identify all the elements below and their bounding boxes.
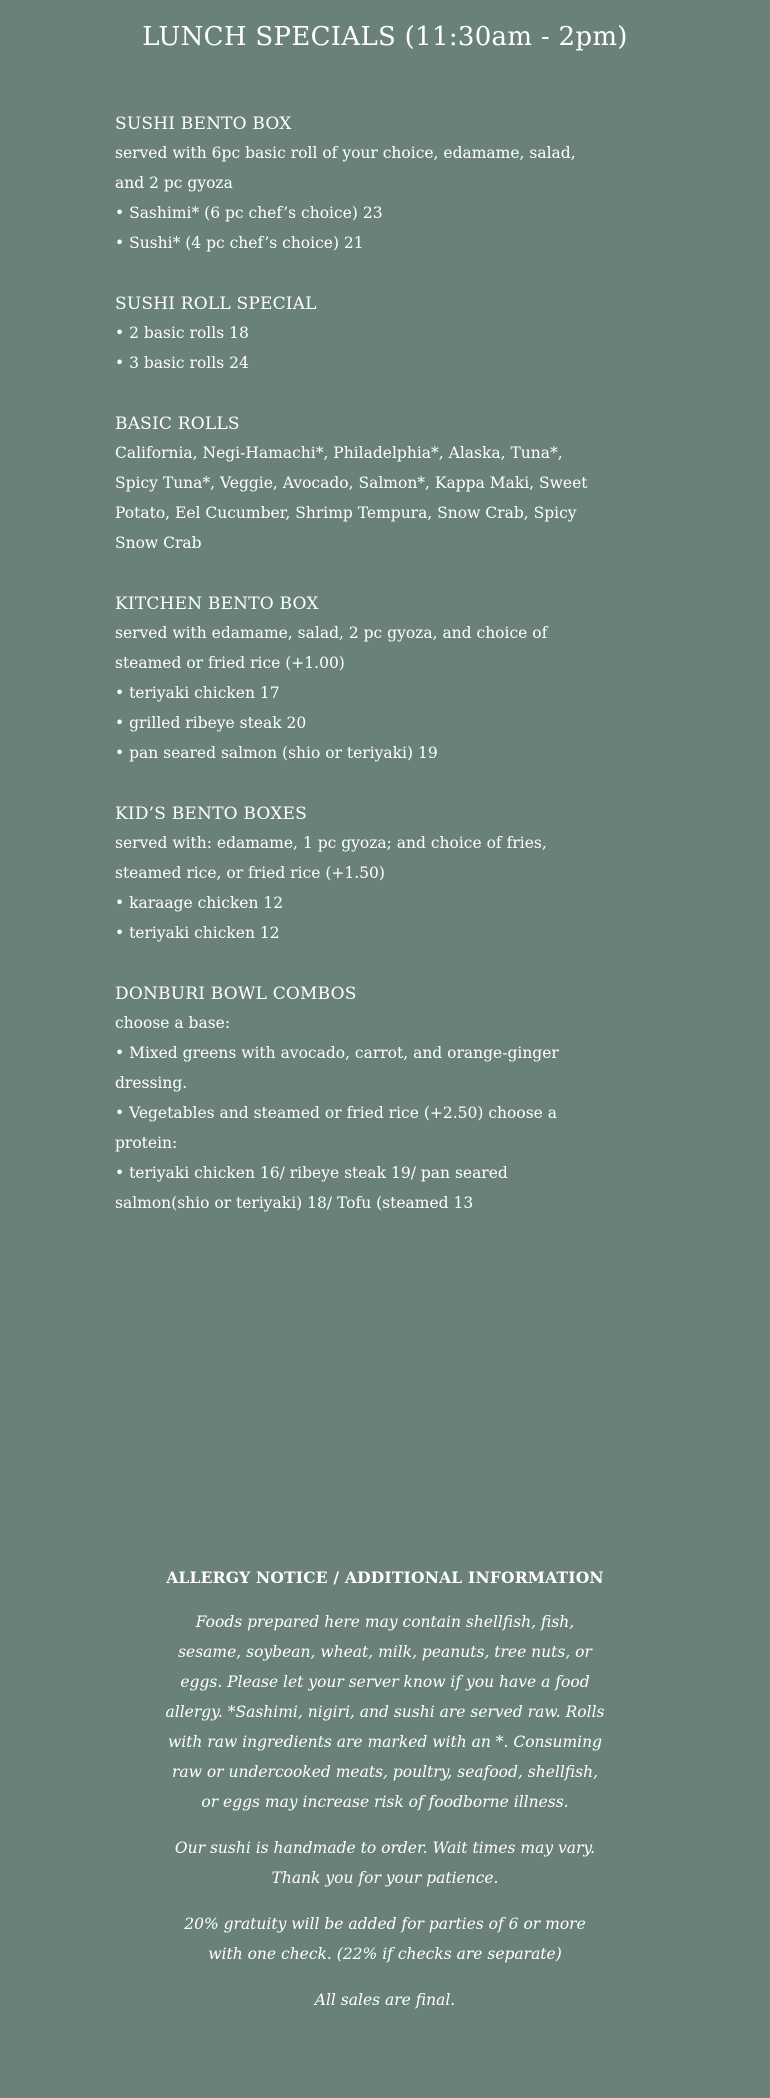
menu-item: • 2 basic rolls 18	[115, 324, 249, 342]
section-description: choose a base:	[115, 1014, 231, 1032]
gratuity-paragraph: 20% gratuity will be added for parties of 6 or more with one check. (22% if checks are separate)	[184, 1915, 586, 1963]
section-title: KITCHEN BENTO BOX	[115, 594, 319, 614]
section-title: BASIC ROLLS	[115, 414, 240, 434]
menu-section-sushi-roll-special	[115, 290, 605, 378]
menu-section-basic-rolls	[115, 410, 605, 558]
menu-item: • teriyaki chicken 16/ ribeye steak 19/ pan seared salmon(shio or teriyaki) 18/ Tofu (steamed 13	[115, 1164, 508, 1212]
section-title: SUSHI BENTO BOX	[115, 114, 292, 134]
menu-item: • Sashimi* (6 pc chef’s choice) 23	[115, 204, 383, 222]
menu-item: • Mixed greens with avocado, carrot, and orange-ginger dressing.	[115, 1044, 559, 1092]
section-description: served with edamame, salad, 2 pc gyoza, and choice of steamed or fried rice (+1.00)	[115, 624, 548, 672]
section-title: SUSHI ROLL SPECIAL	[115, 294, 317, 314]
menu-item: • Vegetables and steamed or fried rice (+2.50) choose a protein:	[115, 1104, 557, 1152]
menu-section-sushi-bento-box	[115, 110, 605, 258]
menu-item: • Sushi* (4 pc chef’s choice) 21	[115, 234, 364, 252]
section-title: KID’S BENTO BOXES	[115, 804, 307, 824]
menu-item: • pan seared salmon (shio or teriyaki) 19	[115, 744, 438, 762]
sales-final-paragraph: All sales are final.	[314, 1991, 456, 2009]
section-description: served with: edamame, 1 pc gyoza; and choice of fries, steamed rice, or fried rice (+1.50)	[115, 834, 547, 882]
menu-section-kids-bento-boxes	[115, 800, 605, 948]
wait-time-paragraph: Our sushi is handmade to order. Wait times may vary. Thank you for your patience.	[174, 1839, 596, 1887]
menu-section-donburi-bowl-combos	[115, 980, 605, 1218]
allergy-notice-title: ALLERGY NOTICE / ADDITIONAL INFORMATION	[166, 1568, 604, 1587]
allergy-notice	[165, 1568, 605, 2031]
page-title: LUNCH SPECIALS (11:30am - 2pm)	[142, 22, 628, 52]
section-title: DONBURI BOWL COMBOS	[115, 984, 357, 1004]
menu-item: • 3 basic rolls 24	[115, 354, 249, 372]
allergy-paragraph: Foods prepared here may contain shellfish, fish, sesame, soybean, wheat, milk, peanuts, tree nuts, or eggs. Please let your server know if you have a food allergy. *Sashimi, nigiri, and sushi are served raw. Rolls with raw ingredients are marked with an *. Consuming raw or undercooked meats, poultry, seafood, shellfish, or eggs may increase risk of foodborne illness.	[165, 1613, 605, 1811]
menu-item: • karaage chicken 12	[115, 894, 284, 912]
menu-item: • grilled ribeye steak 20	[115, 714, 307, 732]
section-description: served with 6pc basic roll of your choice, edamame, salad, and 2 pc gyoza	[115, 144, 576, 192]
menu-item: • teriyaki chicken 12	[115, 924, 280, 942]
menu-section-kitchen-bento-box	[115, 590, 605, 768]
menu-item: • teriyaki chicken 17	[115, 684, 280, 702]
section-description: California, Negi-Hamachi*, Philadelphia*, Alaska, Tuna*, Spicy Tuna*, Veggie, Avocado, Salmon*, Kappa Maki, Sweet Potato, Eel Cucumber, Shrimp Tempura, Snow Crab, Spicy Snow Crab	[115, 444, 588, 552]
menu-list	[115, 110, 605, 1250]
